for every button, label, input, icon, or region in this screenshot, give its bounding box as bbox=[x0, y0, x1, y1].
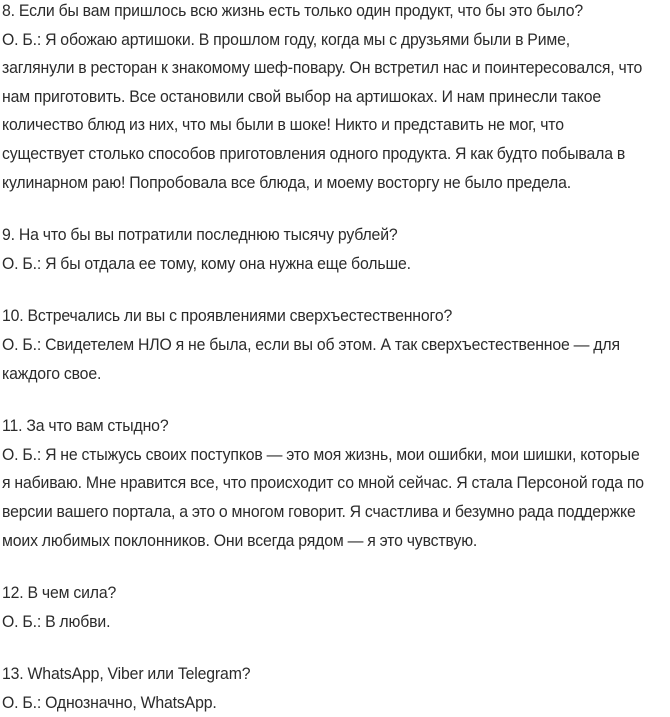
answer-text: О. Б.: В любви. bbox=[2, 612, 111, 631]
question-text: 12. В чем сила? bbox=[2, 584, 117, 603]
question-text: 11. За что вам стыдно? bbox=[2, 417, 169, 436]
qa-block-8 bbox=[2, 0, 668, 197]
qa-block-13 bbox=[2, 660, 668, 717]
question-text: 8. Если бы вам пришлось всю жизнь есть только один продукт, что бы это было? bbox=[2, 2, 584, 20]
qa-block-9 bbox=[2, 221, 668, 278]
question-text: 10. Встречались ли вы с проявлениями сверхъестественного? bbox=[2, 307, 453, 326]
question-text: 13. WhatsApp, Viber или Telegram? bbox=[2, 665, 251, 684]
answer-text: О. Б.: Я не стыжусь своих поступков — это моя жизнь, мои ошибки, мои шишки, которые я набиваю. Мне нравится все, что происходит со мной сейчас. Я стала Персоной года по версии вашего портала, а это о многом говорит. Я счастлива и безумно рада поддержке моих любимых поклонников. Они всегда рядом — я это чувствую. bbox=[2, 445, 644, 550]
answer-text: О. Б.: Я обожаю артишоки. В прошлом году, когда мы с друзьями были в Риме, заглянули в ресторан к знакомому шеф-повару. Он встретил нас и поинтересовался, что нам приготовить. Все остановили свой выбор на артишоках. И нам принесли такое количество блюд из них, что мы были в шоке! Никто и представить не мог, что существует столько способов приготовления одного продукта. Я как будто побывала в кулинарном раю! Попробовала все блюда, и моему восторгу не было предела. bbox=[2, 30, 643, 192]
answer-text: О. Б.: Однозначно, WhatsApp. bbox=[2, 693, 217, 712]
answer-text: О. Б.: Свидетелем НЛО я не была, если вы об этом. А так сверхъестественное — для каждого свое. bbox=[2, 335, 620, 383]
question-text: 9. На что бы вы потратили последнюю тысячу рублей? bbox=[2, 226, 398, 245]
answer-text: О. Б.: Я бы отдала ее тому, кому она нужна еще больше. bbox=[2, 254, 411, 273]
qa-block-12 bbox=[2, 579, 668, 636]
qa-block-11 bbox=[2, 412, 668, 555]
qa-block-10 bbox=[2, 302, 668, 388]
